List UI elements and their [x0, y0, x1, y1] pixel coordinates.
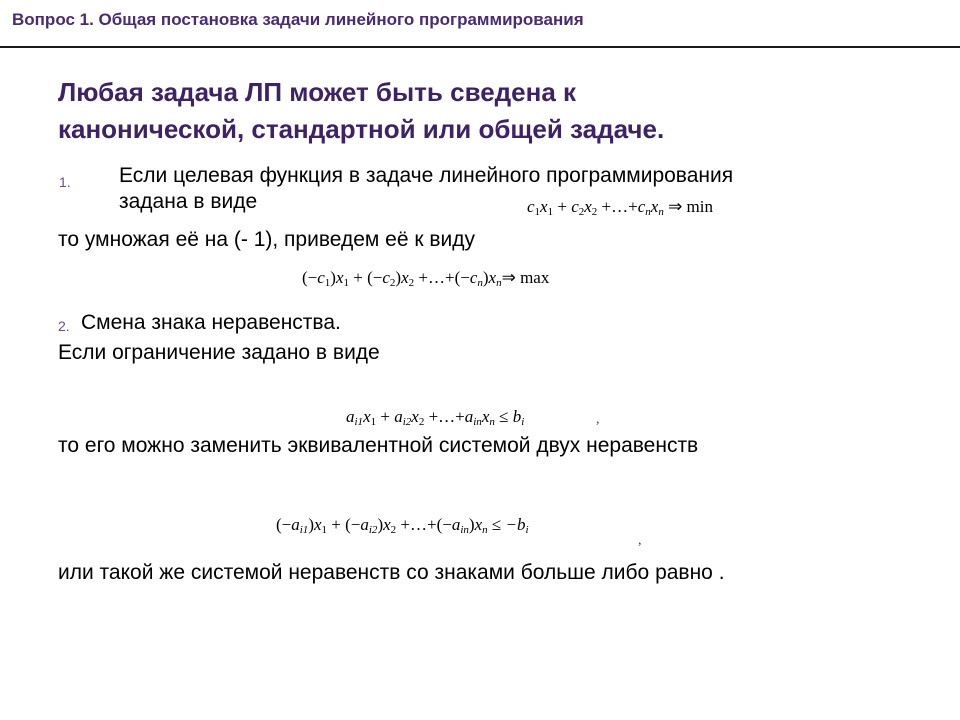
item-2-final-text: или такой же системой неравенств со знаками больше либо равно .	[58, 561, 725, 584]
item-1-number: 1.	[59, 174, 71, 190]
stray-mark-2: ,	[638, 533, 642, 548]
item-1-line-2: задана в виде	[119, 190, 258, 213]
item-2-number: 2.	[58, 318, 70, 334]
objective-max-formula: $(-c_1)x_1 + (-c_2)x_2$ $+\dots+(-c_n)x_n\Rightarrow$ max	[302, 268, 550, 289]
objective-min-formula: $c_1x_1 + c_2x_2$ $+\dots+c_nx_n$ ⇒ min	[527, 197, 714, 218]
item-2-line: Если ограничение задано в виде	[58, 341, 380, 364]
header-divider	[0, 46, 960, 48]
stray-mark-1: ,	[596, 412, 600, 427]
item-2-title: Смена знака неравенства.	[81, 311, 341, 334]
slide-subtitle	[58, 74, 664, 148]
item-2-after-text: то его можно заменить эквивалентной системой двух неравенств	[58, 434, 699, 457]
slide-header: Вопрос 1. Общая постановка задачи линейного программирования	[12, 10, 584, 29]
negated-constraint-formula: $(-a_{i1})x_1 + (-a_{i2})x_2$ $+\dots+(-a_{in})x_n \le -b_i$	[276, 515, 529, 536]
subtitle-line-1: Любая задача ЛП может быть сведена к	[58, 77, 577, 107]
constraint-formula: $a_{i1}x_1 + a_{i2}x_2$ $+\dots+a_{in}x_n \le b_i$	[346, 407, 525, 428]
item-1-line-1: Если целевая функция в задаче линейного программирования	[119, 164, 734, 187]
subtitle-line-2: канонической, стандартной или общей задаче.	[58, 114, 665, 144]
item-1-after-text: то умножая её на (- 1), приведем её к виду	[58, 228, 476, 251]
